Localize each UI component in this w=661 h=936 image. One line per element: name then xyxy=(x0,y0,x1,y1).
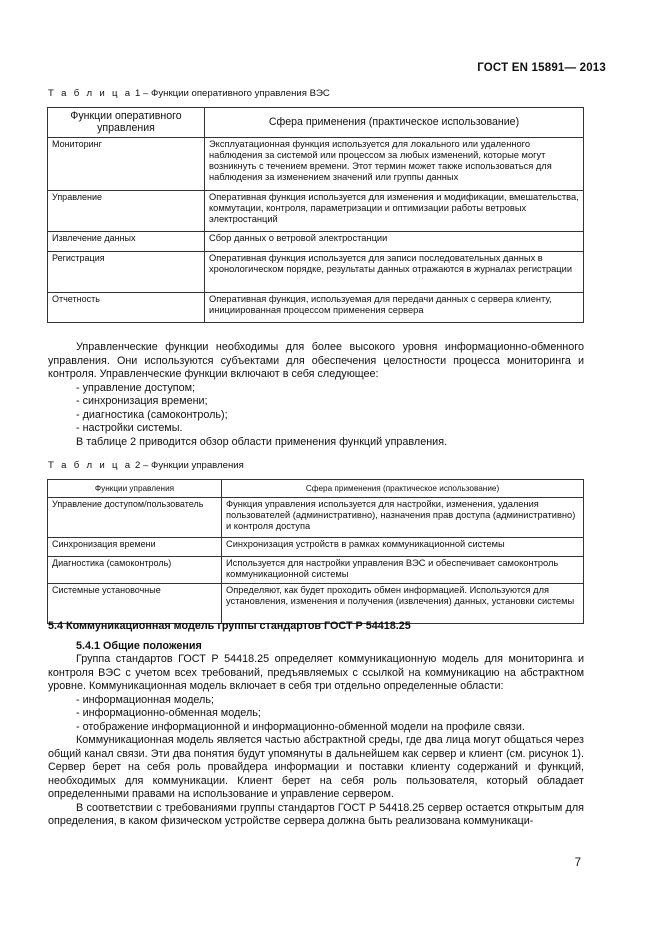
table2-cell-name: Системные установочные xyxy=(48,584,222,624)
list-item: - информационно-обменная модель; xyxy=(76,707,261,719)
table2-cell-desc: Определяют, как будет проходить обмен информацией. Используются для установления, изменения и получения (извлечения) данных, установки системы xyxy=(222,584,584,624)
table-row xyxy=(48,191,584,232)
list-item: - синхронизация времени; xyxy=(76,395,208,407)
table1-cell-desc: Сбор данных о ветровой электростанции xyxy=(205,232,584,252)
table2-col1-header: Функции управления xyxy=(48,480,222,498)
table1-col2-header: Сфера применения (практическое использование) xyxy=(205,108,584,138)
table-row xyxy=(48,498,584,538)
body-section-2 xyxy=(48,620,584,829)
subsection-heading: 5.4.1 Общие положения xyxy=(76,639,202,652)
document-header: ГОСТ EN 15891— 2013 xyxy=(477,62,606,74)
section-heading: 5.4 Коммуникационная модель группы стандартов ГОСТ Р 54418.25 xyxy=(48,620,411,632)
paragraph: В таблице 2 приводится обзор области применения функций управления. xyxy=(76,435,448,448)
table1-caption xyxy=(48,88,330,99)
table1-cell-name: Мониторинг xyxy=(48,138,205,191)
table1 xyxy=(47,107,584,323)
paragraph: Управленческие функции необходимы для более высокого уровня информационно-обменного управления. Они используются субъектами для обеспечения целостности процесса мониторинга и контроля. Управленческие функции включают в себя следующее: xyxy=(48,341,584,380)
table1-cell-name: Регистрация xyxy=(48,252,205,293)
table2-caption xyxy=(48,460,244,471)
table-row xyxy=(48,584,584,624)
list-item: - отображение информационной и информационно-обменной модели на профиле связи. xyxy=(76,720,525,733)
table1-header-row xyxy=(48,108,584,138)
table1-col1-header: Функции оперативного управления xyxy=(48,108,205,138)
table2-caption-text: 2 – Функции управления xyxy=(135,460,244,471)
table1-cell-desc: Оперативная функция, используемая для передачи данных с сервера клиенту, инициированная процессом применения сервера xyxy=(205,293,584,323)
paragraph: Группа стандартов ГОСТ Р 54418.25 определяет коммуникационную модель для мониторинга и контроля ВЭС с учетом всех требований, предъявляемых с ссылкой на коммуникацию на абстрактном уровне. Коммуникационная модель включает в себя три отдельно определенные области: xyxy=(48,653,584,692)
table2-cell-name: Синхронизация времени xyxy=(48,538,222,557)
table2-caption-prefix: Т а б л и ц а xyxy=(48,460,133,471)
table-row xyxy=(48,538,584,557)
table1-caption-prefix: Т а б л и ц а xyxy=(48,88,133,99)
table1-cell-desc: Оперативная функция используется для изменения и модификации, вмешательства, коммутации, контроля, параметризации и оптимизации работы ветровых электростанций xyxy=(205,191,584,232)
table-row xyxy=(48,293,584,323)
table2-cell-desc: Используется для настройки управления ВЭС и обеспечивает самоконтроль коммуникационной системы xyxy=(222,557,584,584)
list-item: - диагностика (самоконтроль); xyxy=(76,408,228,421)
table1-cell-name: Извлечение данных xyxy=(48,232,205,252)
table1-cell-name: Отчетность xyxy=(48,293,205,323)
table-row xyxy=(48,252,584,293)
table2-cell-name: Управление доступом/пользователь xyxy=(48,498,222,538)
table-row xyxy=(48,138,584,191)
list-item: - настройки системы. xyxy=(76,422,183,434)
table1-cell-desc: Оперативная функция используется для записи последовательных данных в хронологическом порядке, результаты данных отражаются в журналах регистрации xyxy=(205,252,584,293)
paragraph: В соответствии с требованиями группы стандартов ГОСТ Р 54418.25 сервер остается открытым для определения, в каком физическом устройстве сервера должна быть реализована коммуникаци- xyxy=(48,801,584,827)
table2 xyxy=(47,479,584,624)
table2-cell-name: Диагностика (самоконтроль) xyxy=(48,557,222,584)
list-item: - информационная модель; xyxy=(76,693,214,706)
table2-header-row xyxy=(48,480,584,498)
page-number: 7 xyxy=(574,857,581,869)
table1-caption-text: 1 – Функции оперативного управления ВЭС xyxy=(135,88,330,99)
paragraph: Коммуникационная модель является частью абстрактной среды, где два лица могут общаться через общий канал связи. Эти два понятия будут упомянуты в дальнейшем как сервер и клиент (см. рисунок 1). Сервер берет на себя роль провайдера информации и поставки клиенту содержаний и функций, необходимых для коммуникации. Клиент берет на себя роль пользователя, который обладает определенными правами на использование и управление сервером. xyxy=(48,734,584,800)
table1-cell-name: Управление xyxy=(48,191,205,232)
body-section-1 xyxy=(48,341,584,449)
table2-cell-desc: Функция управления используется для настройки, изменения, удаления пользователей (административно), назначения прав доступа (административно) и контроля доступа xyxy=(222,498,584,538)
list-item: - управление доступом; xyxy=(76,381,196,394)
table1-cell-desc: Эксплуатационная функция используется для локального или удаленного наблюдения за системой или процессом за любых изменений, которые могут возникнуть с течением времени. Этот термин может также использоваться для наблюдения за изменением значений или группы данных xyxy=(205,138,584,191)
table-row xyxy=(48,232,584,252)
table-row xyxy=(48,557,584,584)
table2-cell-desc: Синхронизация устройств в рамках коммуникационной системы xyxy=(222,538,584,557)
table2-col2-header: Сфера применения (практическое использование) xyxy=(222,480,584,498)
